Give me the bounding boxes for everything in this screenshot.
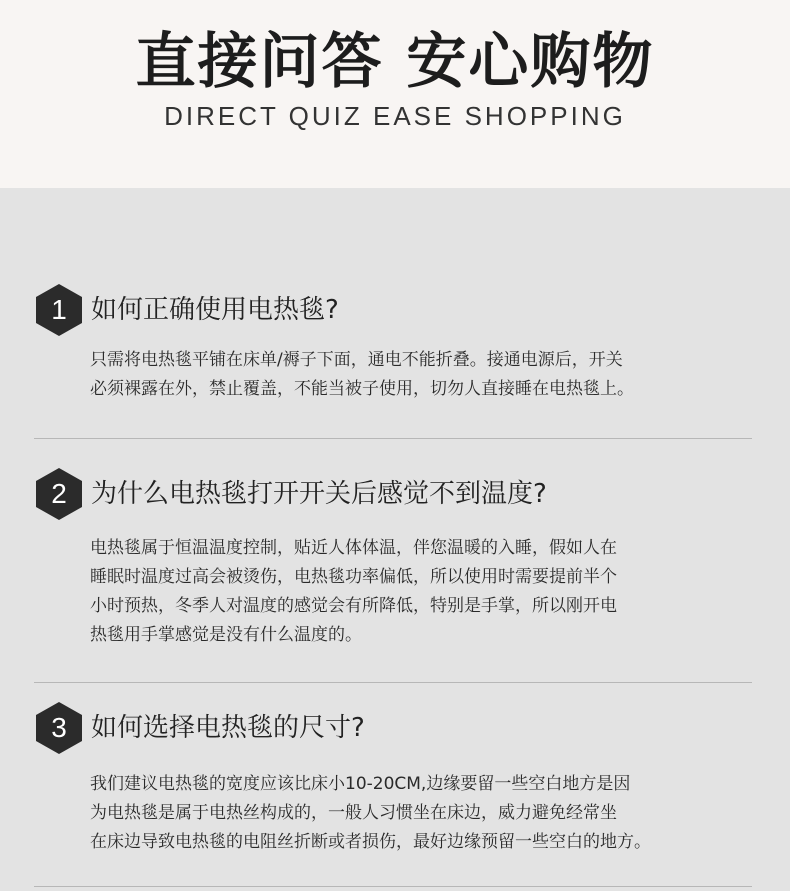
answer-line: 只需将电热毯平铺在床单/褥子下面，通电不能折叠。接通电源后，开关 (90, 350, 623, 370)
divider (34, 682, 752, 683)
hexagon-badge-icon (36, 284, 82, 336)
answer-line: 电热毯属于恒温温度控制，贴近人体体温，伴您温暖的入睡，假如人在 (90, 538, 617, 558)
page-title: 直接问答 安心购物 (135, 27, 655, 97)
page-header (0, 0, 790, 188)
divider (34, 438, 752, 439)
answer-line: 我们建议电热毯的宽度应该比床小10-20CM,边缘要留一些空白地方是因 (90, 774, 631, 794)
hexagon-badge-icon (36, 702, 82, 754)
question-number: 1 (51, 294, 67, 325)
question-number: 2 (51, 478, 67, 509)
qa-section (0, 188, 790, 891)
answer-line: 必须裸露在外，禁止覆盖，不能当被子使用，切勿人直接睡在电热毯上。 (90, 379, 634, 399)
divider (34, 886, 752, 887)
question-text: 如何选择电热毯的尺寸? (91, 713, 365, 743)
question-3 (36, 702, 756, 754)
answer-line: 睡眠时温度过高会被烫伤，电热毯功率偏低，所以使用时需要提前半个 (90, 567, 617, 587)
answer-3 (90, 770, 760, 857)
answer-line: 小时预热，冬季人对温度的感觉会有所降低，特别是手掌，所以刚开电 (90, 596, 617, 616)
question-number: 3 (51, 712, 67, 743)
question-2 (36, 468, 756, 520)
question-text: 如何正确使用电热毯? (91, 295, 339, 325)
question-1 (36, 284, 756, 336)
answer-line: 为电热毯是属于电热丝构成的，一般人习惯坐在床边，威力避免经常坐 (90, 803, 617, 823)
page-subtitle: DIRECT QUIZ EASE SHOPPING (164, 101, 626, 131)
answer-2 (90, 534, 760, 650)
question-text: 为什么电热毯打开开关后感觉不到温度? (91, 479, 547, 509)
hexagon-badge-icon (36, 468, 82, 520)
answer-line: 在床边导致电热毯的电阻丝折断或者损伤，最好边缘预留一些空白的地方。 (90, 832, 651, 852)
answer-line: 热毯用手掌感觉是没有什么温度的。 (90, 625, 362, 645)
answer-1 (90, 346, 760, 404)
